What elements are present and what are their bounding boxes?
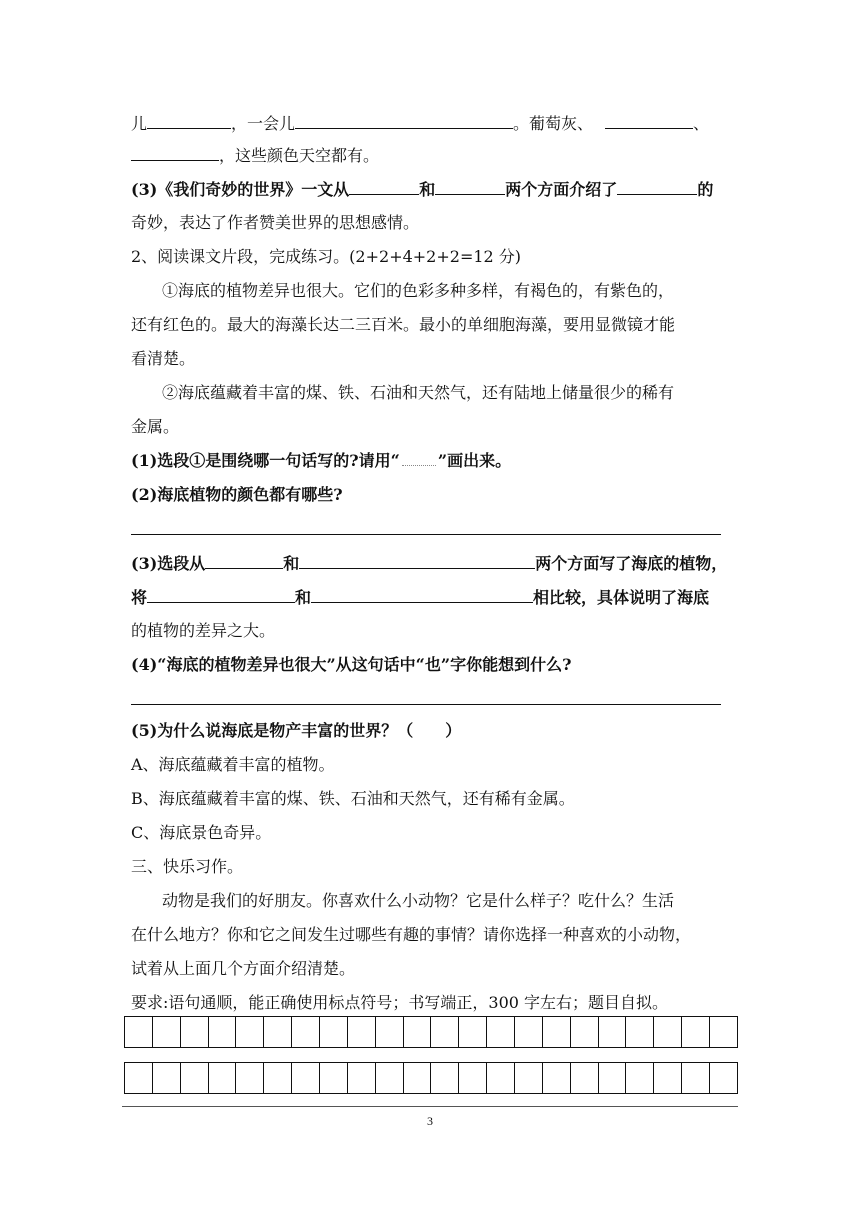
passage-1-line-1: ①海底的植物差异也很大。它们的色彩多种多样，有褐色的，有紫色的， xyxy=(162,281,675,300)
answer-line[interactable] xyxy=(131,534,721,535)
passage-2-line-1: ②海底蕴藏着丰富的煤、铁、石油和天然气，还有陆地上储量很少的稀有 xyxy=(162,383,675,402)
passage-2-line-2: 金属。 xyxy=(131,417,180,436)
text: 和 xyxy=(419,180,436,199)
question-2: (2)海底植物的颜色都有哪些? xyxy=(131,485,343,504)
text: ，这些颜色天空都有。 xyxy=(219,146,380,165)
answer-blank[interactable] xyxy=(147,112,231,129)
line-sky-colors-2 xyxy=(131,144,731,167)
writing-requirements: 要求:语句通顺，能正确使用标点符号；书写端正，300 字左右；题目自拟。 xyxy=(131,993,669,1012)
text: (1)选段①是围绕哪一句话写的?请用“ xyxy=(131,451,400,470)
writing-prompt-line-1: 动物是我们的好朋友。你喜欢什么小动物？它是什么样子？吃什么？生活 xyxy=(162,891,675,910)
section-2-heading: 2、阅读课文片段，完成练习。(2+2+4+2+2=12 分) xyxy=(131,247,522,266)
option-c[interactable]: C、海底景色奇异。 xyxy=(131,823,272,842)
writing-prompt-line-2: 在什么地方？你和它之间发生过哪些有趣的事情？请你选择一种喜欢的小动物， xyxy=(131,925,692,944)
question-1 xyxy=(131,450,731,472)
writing-grid-row-1[interactable] xyxy=(124,1016,738,1048)
writing-grid-row-2[interactable] xyxy=(124,1062,738,1094)
option-b[interactable]: B、海底蕴藏着丰富的煤、铁、石油和天然气，还有稀有金属。 xyxy=(131,789,575,808)
writing-prompt-line-3: 试着从上面几个方面介绍清楚。 xyxy=(131,959,356,978)
text: 和 xyxy=(295,588,312,607)
answer-blank[interactable] xyxy=(349,178,419,195)
answer-blank[interactable] xyxy=(295,112,513,129)
text: (3)《我们奇妙的世界》一文从 xyxy=(131,180,350,199)
passage-1-line-3: 看清楚。 xyxy=(131,349,196,368)
answer-blank[interactable] xyxy=(435,178,505,195)
question-5: (5)为什么说海底是物产丰富的世界？（ ） xyxy=(131,721,462,740)
passage-1-line-2: 还有红色的。最大的海藻长达二三百米。最小的单细胞海藻，要用显微镜才能 xyxy=(131,315,676,334)
question-3b-line-3: 的植物的差异之大。 xyxy=(131,621,276,640)
answer-line[interactable] xyxy=(131,704,721,705)
text: 两个方面写了海底的植物， xyxy=(535,554,728,573)
answer-blank[interactable] xyxy=(205,552,283,569)
line-sky-colors-1 xyxy=(131,112,731,135)
question-3 xyxy=(131,178,731,201)
text: 两个方面介绍了 xyxy=(505,180,618,199)
question-3b-line-1 xyxy=(131,552,731,575)
question-3b-line-2 xyxy=(131,586,731,609)
text: 的 xyxy=(697,180,714,199)
answer-blank[interactable] xyxy=(605,112,693,129)
answer-blank[interactable] xyxy=(311,586,533,603)
section-3-heading: 三、快乐习作。 xyxy=(131,857,244,876)
text: 和 xyxy=(283,554,300,573)
text: (3)选段从 xyxy=(131,554,206,573)
text: 相比较，具体说明了海底 xyxy=(533,588,710,607)
text: 将 xyxy=(131,588,148,607)
question-4: (4)“海底的植物差异也很大”从这句话中“也”字你能想到什么? xyxy=(131,655,572,674)
text: 。葡萄灰、 xyxy=(513,114,594,133)
answer-blank[interactable] xyxy=(131,144,219,161)
footer-divider xyxy=(122,1106,738,1107)
text: 儿 xyxy=(131,114,148,133)
wavy-line-symbol xyxy=(402,457,436,466)
page-number: 3 xyxy=(427,1114,433,1128)
answer-blank[interactable] xyxy=(147,586,295,603)
option-a[interactable]: A、海底蕴藏着丰富的植物。 xyxy=(131,755,335,774)
question-3-cont: 奇妙，表达了作者赞美世界的思想感情。 xyxy=(131,213,420,232)
text: 、 xyxy=(693,114,710,133)
text: ”画出来。 xyxy=(437,451,512,470)
text: ，一会儿 xyxy=(231,114,296,133)
answer-blank[interactable] xyxy=(617,178,697,195)
answer-blank[interactable] xyxy=(299,552,535,569)
